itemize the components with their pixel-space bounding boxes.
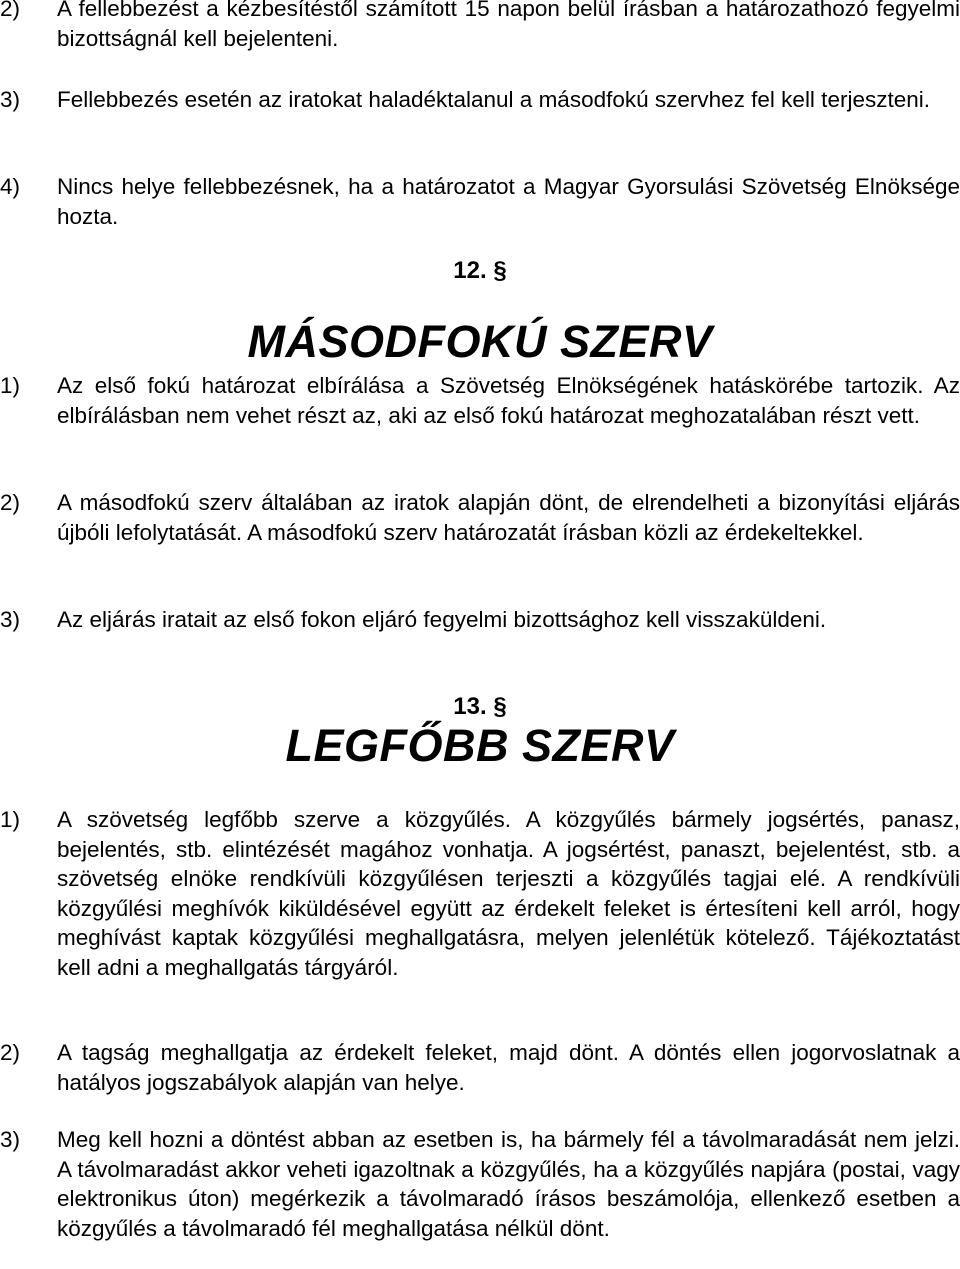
item-number: 3): [0, 87, 21, 112]
item-text: A szövetség legfőbb szerve a közgyűlés. A közgyűlés bármely jogsértés, panasz, bejelentés, stb. elintézését magához vonhatja. A jogsértést, panaszt, bejelentést, stb. a szövetség elnöke rendkívüli közgyűlésen terjeszti a közgyűlés tagjai elé. A rendkívüli közgyűlési meghívók kiküldésével együtt az érdekelt feleket is értesíteni kell arról, hogy meghívást kaptak közgyűlési meghallgatásra, melyen jelenlétük kötelező. Tájékoztatást kell adni a meghallgatás tárgyáról.: [57, 807, 960, 980]
list-item: [0, 0, 960, 53]
list-item: [0, 1038, 960, 1097]
list-item: [0, 605, 960, 635]
list-item: [0, 488, 960, 547]
list-item: [0, 172, 960, 231]
list-item: [0, 805, 960, 982]
item-number: 1): [0, 807, 21, 832]
item-number: 2): [0, 1040, 21, 1065]
item-text: Az első fokú határozat elbírálása a Szövetség Elnökségének hatáskörébe tartozik. Az elbírálásban nem vehet részt az, aki az első fokú határozat meghozatalában részt vett.: [57, 373, 960, 428]
list-item: [0, 1125, 960, 1243]
item-number: 3): [0, 607, 21, 632]
section-13-title: LEGFŐBB SZERV: [285, 720, 675, 771]
item-number: 1): [0, 373, 21, 398]
item-text: Fellebbezés esetén az iratokat haladéktalanul a másodfokú szervhez fel kell terjeszteni.: [57, 87, 930, 112]
item-text: Az eljárás iratait az első fokon eljáró fegyelmi bizottsághoz kell visszaküldeni.: [57, 607, 827, 632]
item-number: 3): [0, 1127, 21, 1152]
section-12-title: MÁSODFOKÚ SZERV: [247, 316, 713, 367]
list-item: [0, 85, 960, 115]
item-text: A másodfokú szerv általában az iratok alapján dönt, de elrendelheti a bizonyítási eljárás újbóli lefolytatását. A másodfokú szerv határozatát írásban közli az érdekeltekkel.: [57, 490, 960, 545]
section-12-number: 12. §: [453, 257, 507, 284]
item-number: 2): [0, 490, 21, 515]
item-text: A fellebbezést a kézbesítéstől számított 15 napon belül írásban a határozathozó fegyelmi bizottságnál kell bejelenteni.: [57, 0, 960, 51]
item-number: 4): [0, 174, 21, 199]
list-item: [0, 371, 960, 430]
item-text: Meg kell hozni a döntést abban az esetben is, ha bármely fél a távolmaradását nem jelzi. A távolmaradást akkor veheti igazoltnak a közgyűlés, ha a közgyűlés napjára (postai, vagy elektronikus úton) megérkezik a távolmaradó írásos beszámolója, ellenkező esetben a közgyűlés a távolmaradó fél meghallgatása nélkül dönt.: [57, 1127, 960, 1241]
section-13-number: 13. §: [453, 693, 507, 720]
item-text: Nincs helye fellebbezésnek, ha a határozatot a Magyar Gyorsulási Szövetség Elnöksége hozta.: [57, 174, 960, 229]
item-number: 2): [0, 0, 21, 21]
item-text: A tagság meghallgatja az érdekelt feleket, majd dönt. A döntés ellen jogorvoslatnak a hatályos jogszabályok alapján van helye.: [57, 1040, 960, 1095]
